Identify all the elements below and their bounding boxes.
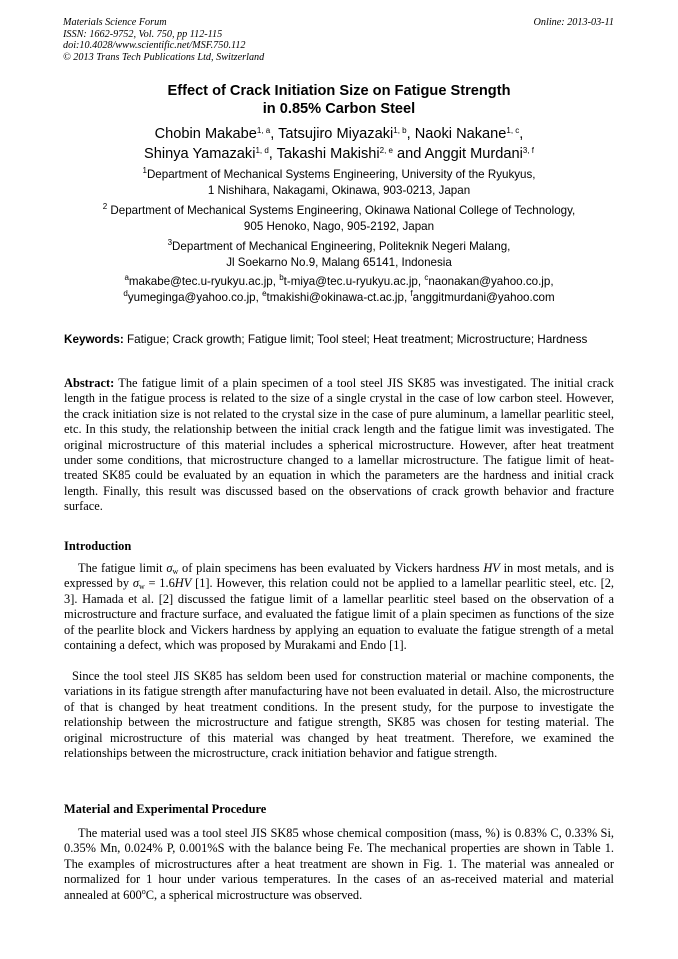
email-mark: c: [424, 273, 429, 282]
affiliation-address: Jl Soekarno No.9, Malang 65141, Indonesia: [226, 255, 452, 269]
hv-symbol: HV: [483, 561, 500, 575]
email-address[interactable]: t-miya@tec.u-ryukyu.ac.jp: [283, 275, 418, 288]
email-separator: ,: [272, 275, 280, 288]
journal-name: Materials Science Forum: [63, 17, 167, 28]
abstract-text: The fatigue limit of a plain specimen of a tool steel JIS SK85 was investigated. The initial crack length in the fatigue process is related to the size of a single crystal in the case of low carbon steel. However, the crack initiation size is not related to the crystal size in the case of pure aluminum, a lamellar pearlitic steel, etc. In this study, the relationship between the initial crack length and the fatigue limit was investigated. The original microstructure of this material includes a spherical microstructure. However, after heat treatment under some conditions, that microstructure changed to a lamellar microstructure. The fatigue limit of heat-treated SK85 could be evaluated by an equation in which the parameters are the hardness and initial crack length. Finally, this result was discussed based on the observations of crack growth behavior and fracture surface.: [64, 376, 614, 514]
text-run: in most metals, and is expressed by: [64, 561, 614, 591]
author-separator: ,: [519, 126, 524, 142]
author-name: Shinya Yamazaki: [144, 146, 256, 162]
keywords-label: Keywords:: [64, 333, 124, 346]
email-line-1: [0, 274, 678, 290]
email-mark: f: [410, 288, 413, 298]
email-line-2: [0, 290, 678, 306]
author-sup: 1, b: [393, 126, 407, 135]
affiliation-text: Department of Mechanical Engineering, Politeknik Negeri Malang,: [172, 240, 511, 253]
affiliation-mark: 2: [102, 202, 108, 211]
sigma-symbol: [166, 561, 178, 575]
email-separator: ,: [255, 290, 263, 304]
affiliation-1: [0, 167, 678, 198]
author-sup: 1, d: [255, 146, 269, 155]
author-name: Chobin Makabe: [154, 126, 257, 142]
online-date: Online: 2013-03-11: [533, 17, 614, 28]
hv-symbol: HV: [174, 576, 192, 591]
sigma-symbol: [133, 576, 145, 590]
author-separator: ,: [268, 146, 277, 162]
author-name: Takashi Makishi: [276, 146, 380, 162]
affiliation-line: [0, 203, 678, 219]
abstract-label: Abstract:: [64, 376, 115, 390]
affiliation-mark: 1: [142, 166, 147, 175]
copyright-line: © 2013 Trans Tech Publications Ltd, Switzerland: [63, 51, 265, 63]
text-run: = 1.6: [144, 576, 175, 591]
affiliation-text: Department of Mechanical Systems Engineering, University of the Ryukyus,: [146, 168, 536, 181]
email-address[interactable]: anggitmurdani@yahoo.com: [412, 290, 555, 304]
affiliation-line: [0, 167, 678, 183]
author-name: Naoki Nakane: [414, 126, 507, 142]
keywords-block: [64, 332, 614, 348]
title-line-1: Effect of Crack Initiation Size on Fatigue Strength: [167, 83, 511, 99]
affiliation-line: [0, 239, 678, 255]
email-address[interactable]: tmakishi@okinawa-ct.ac.jp: [266, 290, 404, 304]
text-run: C, a spherical microstructure was observed.: [145, 887, 363, 902]
symbol-subscript: w: [138, 582, 145, 592]
abstract-block: [64, 376, 614, 515]
degree-mark: o: [141, 886, 146, 896]
email-address[interactable]: naonakan@yahoo.co.jp,: [428, 275, 554, 288]
email-mark: a: [124, 273, 129, 282]
section-heading-introduction: Introduction: [64, 539, 132, 553]
author-line-1: [0, 124, 678, 144]
email-address[interactable]: makabe@tec.u-ryukyu.ac.jp: [128, 275, 273, 288]
author-sup: 1, a: [256, 126, 271, 135]
text-run: [1]. However, this relation could not be applied to a lamellar pearlitic steel, etc. [2, 3]. Hamada et al. [2] discussed the fatigue limit of a lamellar pearlitic steel based on the observation of a microstructure and fracture surface, and evaluated the fatigue limit of a plain specimen as functions of the size of the pearlite block and Vickers hardness by applying an equation to evaluate the fatigue strength of a metal containing a defect, which was proposed by Murakami and Endo [1].: [64, 576, 614, 653]
author-sup: 1, c: [506, 126, 520, 135]
symbol-subscript: w: [172, 567, 179, 576]
symbol-char: σ: [166, 561, 173, 575]
affiliation-address: 1 Nishihara, Nakagami, Okinawa, 903-0213, Japan: [207, 183, 471, 197]
affiliation-2: [0, 203, 678, 234]
author-list: [0, 124, 678, 164]
text-run: The fatigue limit: [78, 561, 167, 575]
affiliation-address: 905 Henoko, Nago, 905-2192, Japan: [243, 219, 435, 233]
doi-line: doi:10.4028/www.scientific.net/MSF.750.112: [63, 40, 246, 52]
email-mark: b: [279, 273, 284, 282]
author-separator: ,: [406, 126, 415, 142]
author-separator: ,: [270, 126, 279, 142]
author-line-2: [0, 144, 678, 164]
email-separator: ,: [403, 290, 411, 304]
introduction-paragraph-1: [64, 561, 614, 653]
affiliation-3: [0, 239, 678, 270]
journal-header: [63, 17, 264, 63]
affiliation-text: Department of Mechanical Systems Engineering, Okinawa National College of Technology,: [107, 204, 576, 217]
introduction-paragraph-2: Since the tool steel JIS SK85 has seldom been used for construction material or machine components, the variations in its fatigue strength after manufacturing have not been evaluated in detail. Also, the microstructure of that is changed by heat treatment conditions. In the present study, for the purpose to investigate the relationship between the microstructure and fatigue strength, SK85 was chosen for testing material. The original microstructure of this material was changed by heat treatment. Therefore, we examined the relationships between the microstructure, crack initiation behavior and fatigue strength.: [64, 669, 614, 761]
section-heading-material: Material and Experimental Procedure: [64, 802, 267, 816]
email-list: [0, 274, 678, 305]
author-name: Anggit Murdani: [424, 146, 523, 162]
author-separator: and: [393, 146, 425, 162]
email-mark: d: [123, 288, 128, 298]
email-address[interactable]: yumeginga@yahoo.co.jp: [127, 290, 256, 304]
paper-title: [0, 82, 678, 118]
symbol-char: σ: [132, 576, 139, 591]
text-run: of plain specimens has been evaluated by Vickers hardness: [178, 561, 484, 575]
author-name: Tatsujiro Miyazaki: [278, 126, 394, 142]
issn-line: ISSN: 1662-9752, Vol. 750, pp 112-115: [63, 28, 223, 40]
affiliation-mark: 3: [167, 238, 173, 247]
email-mark: e: [262, 288, 267, 298]
text-run: The material used was a tool steel JIS SK85 whose chemical composition (mass, %) is 0.83% C, 0.33% Si, 0.35% Mn, 0.024% P, 0.001%S with the balance being Fe. The mechanical properties are shown in Table 1. The examples of microstructures after a heat treatment are shown in Fig. 1. The material was annealed or normalized for 1 hour under various temperatures. In the cases of an as-received material and material annealed at 600: [64, 826, 614, 902]
author-sup: 3, f: [522, 146, 534, 155]
author-sup: 2, e: [379, 146, 393, 155]
keywords-text: Fatigue; Crack growth; Fatigue limit; Tool steel; Heat treatment; Microstructure; Hardness: [123, 333, 588, 346]
material-paragraph-1: [64, 826, 614, 903]
title-line-2: in 0.85% Carbon Steel: [262, 101, 416, 117]
email-separator: ,: [417, 275, 425, 288]
